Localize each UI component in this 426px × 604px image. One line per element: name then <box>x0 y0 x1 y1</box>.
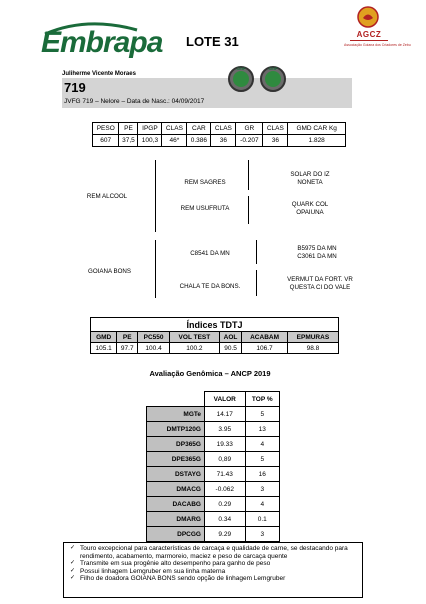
genomic-valor: 14.17 <box>204 407 245 422</box>
tdtj-value-cell: 106.7 <box>242 343 288 354</box>
genomic-valor: 19.33 <box>204 437 245 452</box>
perf-header-cell: PE <box>119 123 138 135</box>
genomic-valor: -0.062 <box>204 482 245 497</box>
genomic-top: 4 <box>245 437 279 452</box>
agcz-subtitle: Associação Goiana dos Criadores de Zebu <box>344 43 411 47</box>
genomic-header-cell: VALOR <box>204 392 245 407</box>
tdtj-value-cell: 100.2 <box>169 343 219 354</box>
genomic-header-cell: TOP % <box>245 392 279 407</box>
genomic-row <box>147 452 280 467</box>
genomic-header-row <box>147 392 280 407</box>
perf-value-cell: 1.828 <box>288 135 346 147</box>
genomic-top: 16 <box>245 467 279 482</box>
performance-value-row <box>93 135 346 147</box>
dam: GOIANA BONS <box>88 268 131 275</box>
tdtj-header-row <box>91 332 339 343</box>
sire: REM ALCOOL <box>86 193 128 200</box>
genomic-row <box>147 497 280 512</box>
agcz-name: AGCZ <box>356 30 382 39</box>
agcz-emblem-icon <box>357 6 379 28</box>
lote-title: LOTE 31 <box>186 34 239 49</box>
pedigree-line <box>248 196 249 224</box>
sire-sire: REM SAGRES <box>184 179 226 186</box>
genomic-label: DP365G <box>147 437 205 452</box>
perf-value-cell: 100,3 <box>138 135 162 147</box>
genomic-valor: 71.43 <box>204 467 245 482</box>
tdtj-table <box>90 317 339 354</box>
badge-2-label: CEIP <box>268 66 278 71</box>
pedigree-line <box>155 240 156 298</box>
pedigree-line <box>256 270 257 296</box>
perf-value-cell: 36 <box>263 135 288 147</box>
tdtj-value-cell: 97.7 <box>117 343 138 354</box>
genomic-row <box>147 512 280 527</box>
perf-value-cell: 36 <box>211 135 236 147</box>
animal-number: 719 <box>64 80 86 95</box>
genomic-label: DSTAYG <box>147 467 205 482</box>
note-item: ✓ Possui linhagem Lemgruber em sua linha materna <box>80 568 362 576</box>
genomic-row <box>147 527 280 542</box>
perf-header-cell: GMD CAR Kg <box>288 123 346 135</box>
dam-sire-parents: B5975 DA MN C3061 DA MN <box>297 245 337 260</box>
perf-header-cell: GR <box>236 123 263 135</box>
tdtj-value-cell: 90.5 <box>219 343 241 354</box>
genomic-valor: 0.29 <box>204 497 245 512</box>
genomic-top: 5 <box>245 407 279 422</box>
genomic-title: Avaliação Genômica – ANCP 2019 <box>149 369 271 378</box>
performance-table <box>92 122 346 147</box>
sire-dam: REM USUFRUTA <box>180 205 230 212</box>
agcz-underline <box>350 40 388 41</box>
sire-sire-parents: SOLAR DO IZ NONETA <box>290 171 330 186</box>
genomic-table <box>146 391 280 542</box>
genomic-valor: 0,89 <box>204 452 245 467</box>
genomic-top: 3 <box>245 527 279 542</box>
perf-header-cell: CLAS <box>211 123 236 135</box>
note-item: ✓ Transmite em sua progênie alto desempenho para ganho de peso <box>80 560 362 568</box>
tdtj-header-cell: VOL TEST <box>169 332 219 343</box>
dam-dam: CHALA TE DA BONS. <box>179 283 241 290</box>
genomic-label: DMARG <box>147 512 205 527</box>
genomic-label: DPCGG <box>147 527 205 542</box>
animal-details: JVFG 719 – Nelore – Data de Nasc.: 04/09/2017 <box>64 98 205 105</box>
tdtj-title: Índices TDTJ <box>91 318 339 332</box>
genomic-top: 4 <box>245 497 279 512</box>
animal-id-bar <box>62 78 352 108</box>
genomic-row <box>147 467 280 482</box>
genomic-row <box>147 437 280 452</box>
genomic-valor: 0.34 <box>204 512 245 527</box>
genomic-top: 13 <box>245 422 279 437</box>
perf-value-cell: 37,5 <box>119 135 138 147</box>
tdtj-header-cell: GMD <box>91 332 117 343</box>
genomic-header-blank <box>147 392 205 407</box>
badge-1-label: CEIP <box>236 66 246 71</box>
notes-list <box>64 545 362 583</box>
perf-header-cell: IPGP <box>138 123 162 135</box>
perf-value-cell: 0.386 <box>187 135 211 147</box>
perf-header-cell: PESO <box>93 123 119 135</box>
perf-value-cell: 607 <box>93 135 119 147</box>
genomic-label: DACABG <box>147 497 205 512</box>
tdtj-value-cell: 105.1 <box>91 343 117 354</box>
tdtj-value-row <box>91 343 339 354</box>
tdtj-header-cell: EPMURAS <box>287 332 338 343</box>
perf-value-cell: 46* <box>162 135 187 147</box>
genomic-row <box>147 422 280 437</box>
tdtj-header-cell: AOL <box>219 332 241 343</box>
dam-dam-parents: VERMUT DA FORT. VR QUESTA CI DO VALE <box>287 276 353 291</box>
perf-header-cell: CLAS <box>263 123 288 135</box>
pedigree-line <box>155 160 156 232</box>
genomic-label: DMACG <box>147 482 205 497</box>
genomic-valor: 9.29 <box>204 527 245 542</box>
agcz-logo <box>344 6 411 50</box>
genomic-row <box>147 482 280 497</box>
genomic-valor: 3.95 <box>204 422 245 437</box>
genomic-top: 0.1 <box>245 512 279 527</box>
ceip-badge-2 <box>260 66 286 92</box>
note-item: ✓ Filho de doadora GOIANA BONS sendo opção de linhagem Lemgruber <box>80 575 362 583</box>
perf-header-cell: CAR <box>187 123 211 135</box>
perf-value-cell: -0.207 <box>236 135 263 147</box>
tdtj-header-cell: PE <box>117 332 138 343</box>
performance-header-row <box>93 123 346 135</box>
genomic-label: DMTP120G <box>147 422 205 437</box>
genomic-row <box>147 407 280 422</box>
brand-name: Embrapa <box>41 26 163 59</box>
sire-dam-parents: QUARK COL OPAIUNA <box>291 201 329 216</box>
dam-sire: C8541 DA MN <box>190 250 230 257</box>
genomic-top: 5 <box>245 452 279 467</box>
pedigree-line <box>256 240 257 264</box>
genomic-label: MGTe <box>147 407 205 422</box>
note-item: ✓ Touro excepcional para características de carcaça e qualidade de carne, se destacando para rendimento, acabamento, marmoreio, maciez e peso de carcaça quente <box>80 545 362 560</box>
notes-box <box>63 542 363 598</box>
tdtj-title-row <box>91 318 339 332</box>
tdtj-value-cell: 100.4 <box>138 343 170 354</box>
ceip-badge-1 <box>228 66 254 92</box>
owner-name: Juliherme Vicente Moraes <box>62 71 136 77</box>
pedigree-line <box>248 160 249 190</box>
genomic-top: 3 <box>245 482 279 497</box>
tdtj-value-cell: 98.8 <box>287 343 338 354</box>
embrapa-logo <box>37 12 163 59</box>
tdtj-header-cell: ACABAM <box>242 332 288 343</box>
perf-header-cell: CLAS <box>162 123 187 135</box>
tdtj-header-cell: PC550 <box>138 332 170 343</box>
genomic-label: DPE365G <box>147 452 205 467</box>
